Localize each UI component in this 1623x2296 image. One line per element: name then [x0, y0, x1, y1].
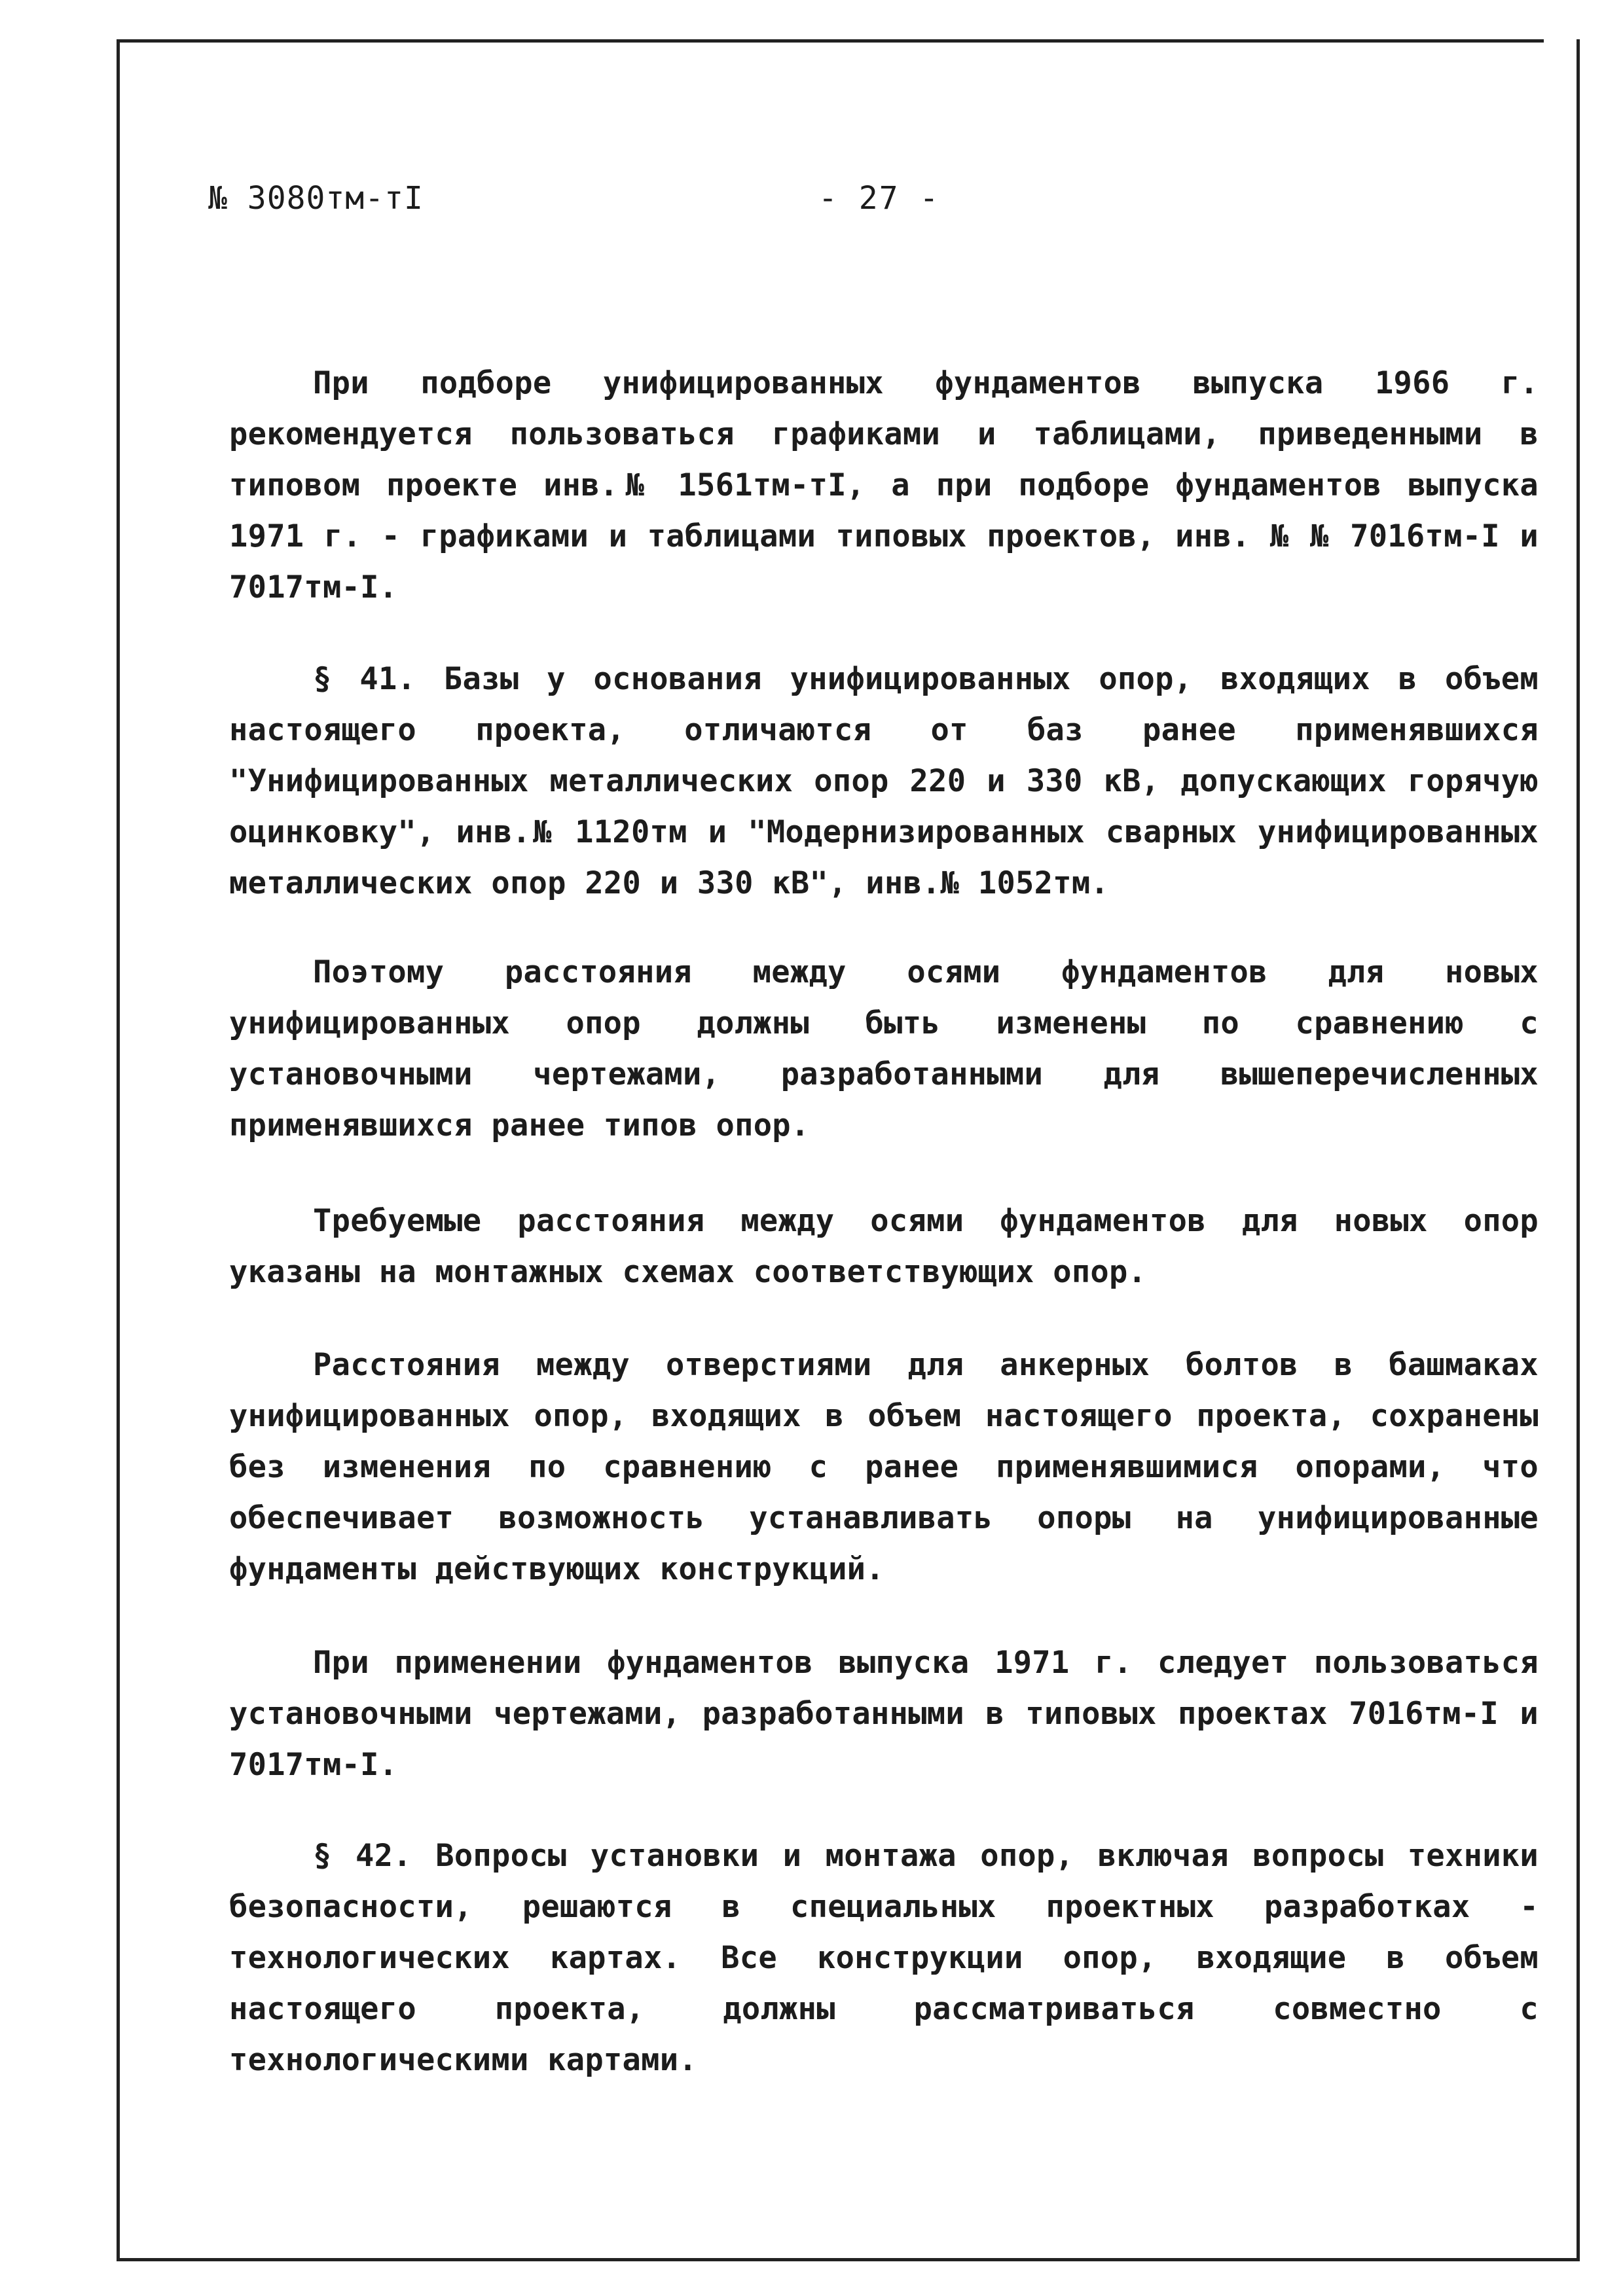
paragraph-anchor-bolt-holes: Расстояния между отверстиями для анкерных болтов в башмаках унифицированных опор, входящих в объем настоящего проекта, сохранены без изменения по сравнению с ранее применявшимися опорами, что обеспечивает возможность устанавливать опоры на унифицированные фундаменты действующих конструкций. [229, 1347, 1539, 1587]
page-number: - 27 - [818, 180, 940, 217]
paragraph-axis-distances: Поэтому расстояния между осями фундаментов для новых унифицированных опор должны быть изменены по сравнению с установочными чертежами, разработанными для вышеперечисленных применявшихся ранее типов опор. [229, 954, 1539, 1143]
paragraph-section-41: § 41. Базы у основания унифицированных опор, входящих в объем настоящего проекта, отличаются от баз ранее применявшихся "Унифицированных металлических опор 220 и 330 кВ, допускающих горячую оцинковку", инв.№ 1120тм и "Модернизированных сварных унифицированных металлических опор 220 и 330 кВ", инв.№ 1052тм. [229, 661, 1539, 901]
page-frame-left [117, 39, 120, 2261]
page-frame-bottom [117, 2258, 1580, 2261]
paragraph-section-42: § 42. Вопросы установки и монтажа опор, включая вопросы техники безопасности, решаются в специальных проектных разработках - технологических картах. Все конструкции опор, входящие в объем настоящего проекта, должны рассматриваться совместно с технологическими картами. [229, 1838, 1539, 2078]
paragraph-1971-foundations: При применении фундаментов выпуска 1971 г. следует пользоваться установочными чертежами, разработанными в типовых проектах 7016тм-I и 7017тм-I. [229, 1645, 1539, 1783]
paragraph-required-distances: Требуемые расстояния между осями фундаментов для новых опор указаны на монтажных схемах соответствующих опор. [229, 1203, 1539, 1290]
document-number: № 3080тм-тI [208, 180, 424, 217]
page-frame-top [117, 39, 1544, 43]
paragraph-foundation-selection: При подборе унифицированных фундаментов выпуска 1966 г. рекомендуется пользоваться графиками и таблицами, приведенными в типовом проекте инв.№ 1561тм-тI, а при подборе фундаментов выпуска 1971 г. - графиками и таблицами типовых проектов, инв. № № 7016тм-I и 7017тм-I. [229, 365, 1539, 605]
page-frame-right [1577, 39, 1580, 2261]
